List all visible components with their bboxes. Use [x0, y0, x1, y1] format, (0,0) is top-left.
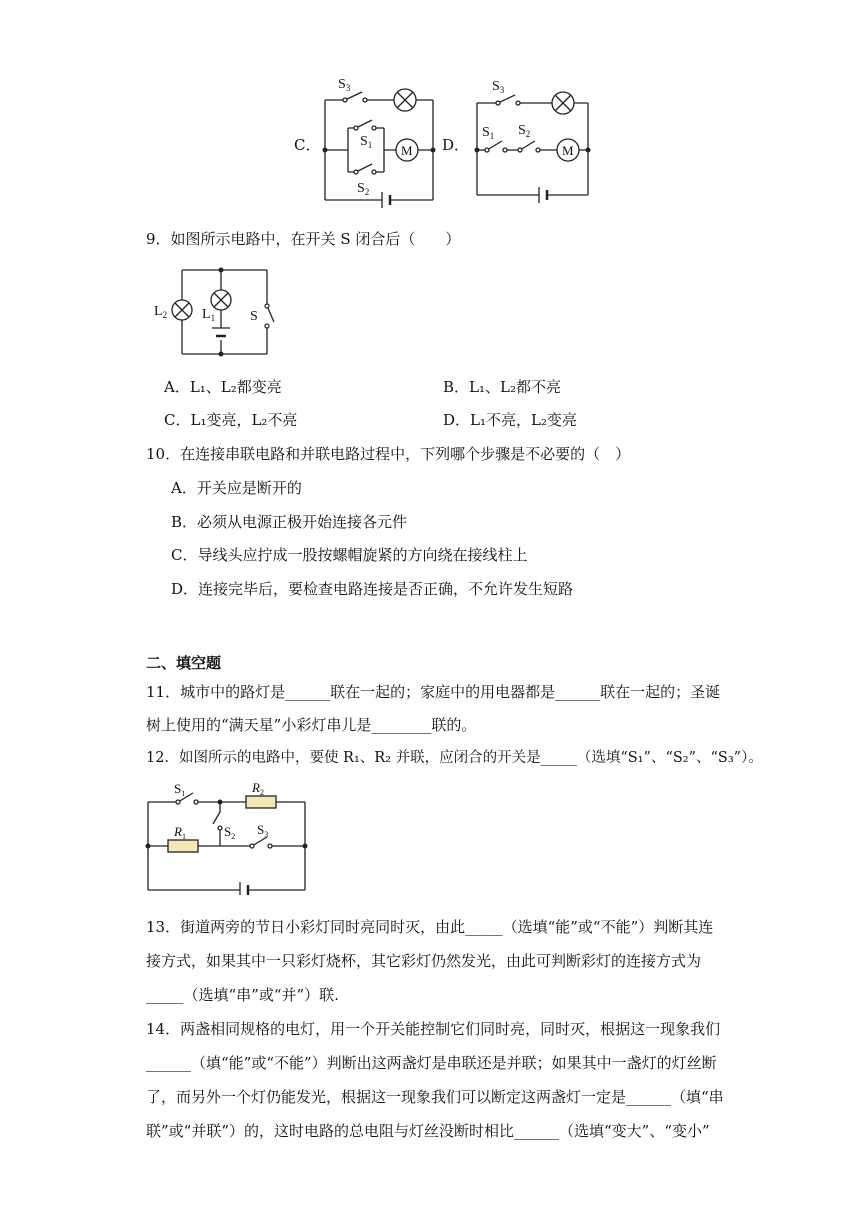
- c-s2-label: $S_2$: [357, 181, 370, 197]
- q13-line2: 接方式，如果其中一只彩灯烧杯，其它彩灯仍然发光，由此可判断彩灯的连接方式为: [146, 952, 702, 970]
- d-motor-label: M: [562, 143, 574, 158]
- c-motor-label: M: [401, 143, 413, 158]
- q9-option-a: A．L₁、L₂都变亮: [164, 378, 282, 396]
- option-d-label: D．: [442, 136, 470, 154]
- q14-line2: ______（填“能”或“不能”）判断出这两盏灯是串联还是并联；如果其中一盏灯的灯丝断: [146, 1054, 717, 1072]
- q13-line3: _____（选填“串”或“并”）联.: [146, 986, 339, 1004]
- q14-line3: 了，而另外一个灯仍能发光，根据这一现象我们可以断定这两盏灯一定是______（填“串: [146, 1088, 724, 1106]
- q9-option-d: D．L₁不亮，L₂变亮: [443, 411, 577, 429]
- q14-line1: 14．两盏相同规格的电灯，用一个开关能控制它们同时亮，同时灭，根据这一现象我们: [146, 1020, 721, 1038]
- c-s1-label: $S_1$: [360, 134, 373, 150]
- q12-r2-label: $R_2$: [252, 780, 264, 797]
- q10-option-c: C．导线头应拧成一股按螺帽旋紧的方向绕在接线柱上: [171, 546, 528, 564]
- q11-line2: 树上使用的“满天星”小彩灯串儿是________联的。: [146, 716, 477, 734]
- q10-stem: 10．在连接串联电路和并联电路过程中，下列哪个步骤是不必要的（ ）: [146, 445, 631, 463]
- d-s1-label: $S_1$: [482, 125, 495, 141]
- q12-s2-label: $S_2$: [224, 824, 236, 841]
- q12-r1-label: $R_1$: [174, 824, 186, 841]
- q10-option-a: A．开关应是断开的: [171, 479, 302, 497]
- q10-option-d: D．连接完毕后，要检查电路连接是否正确，不允许发生短路: [171, 580, 574, 598]
- section-title: 二、填空题: [146, 654, 222, 672]
- q9-stem: 9．如图所示电路中，在开关 S 闭合后（ ）: [146, 230, 461, 248]
- c-s3-label: $S_3$: [338, 77, 351, 93]
- q12-s3-label: $S_3$: [257, 822, 269, 839]
- circuit-diagram-q9: [150, 262, 280, 362]
- q13-line1: 13．街道两旁的节日小彩灯同时亮同时灭，由此_____（选填“能”或“不能”）判断其连: [146, 918, 714, 936]
- d-s3-label: $S_3$: [492, 79, 505, 95]
- d-s2-label: $S_2$: [518, 123, 531, 139]
- q9-l2-label: $L_2$: [154, 304, 168, 320]
- q9-l1-label: $L_1$: [202, 307, 216, 323]
- circuit-diagram-d: [460, 70, 600, 215]
- q9-s-label: S: [250, 309, 258, 324]
- q14-line4: 联”或“并联”）的，这时电路的总电阻与灯丝没断时相比______（选填“变大”、“变小”: [146, 1122, 710, 1140]
- q11-line1: 11．城市中的路灯是______联在一起的；家庭中的用电器都是______联在一起的；圣诞: [146, 683, 721, 701]
- circuit-diagram-c: [310, 70, 440, 215]
- q10-option-b: B．必须从电源正极开始连接各元件: [171, 513, 408, 531]
- circuit-diagram-q12: [140, 780, 315, 895]
- q9-option-b: B．L₁、L₂都不亮: [443, 378, 561, 396]
- q9-option-c: C．L₁变亮，L₂不亮: [164, 411, 298, 429]
- q12-s1-label: $S_1$: [174, 781, 186, 798]
- option-c-label: C．: [294, 136, 321, 154]
- q12-stem: 12．如图所示的电路中，要使 R₁、R₂ 并联，应闭合的开关是_____（选填“S₁”、“S₂”、“S₃”）。: [146, 750, 763, 766]
